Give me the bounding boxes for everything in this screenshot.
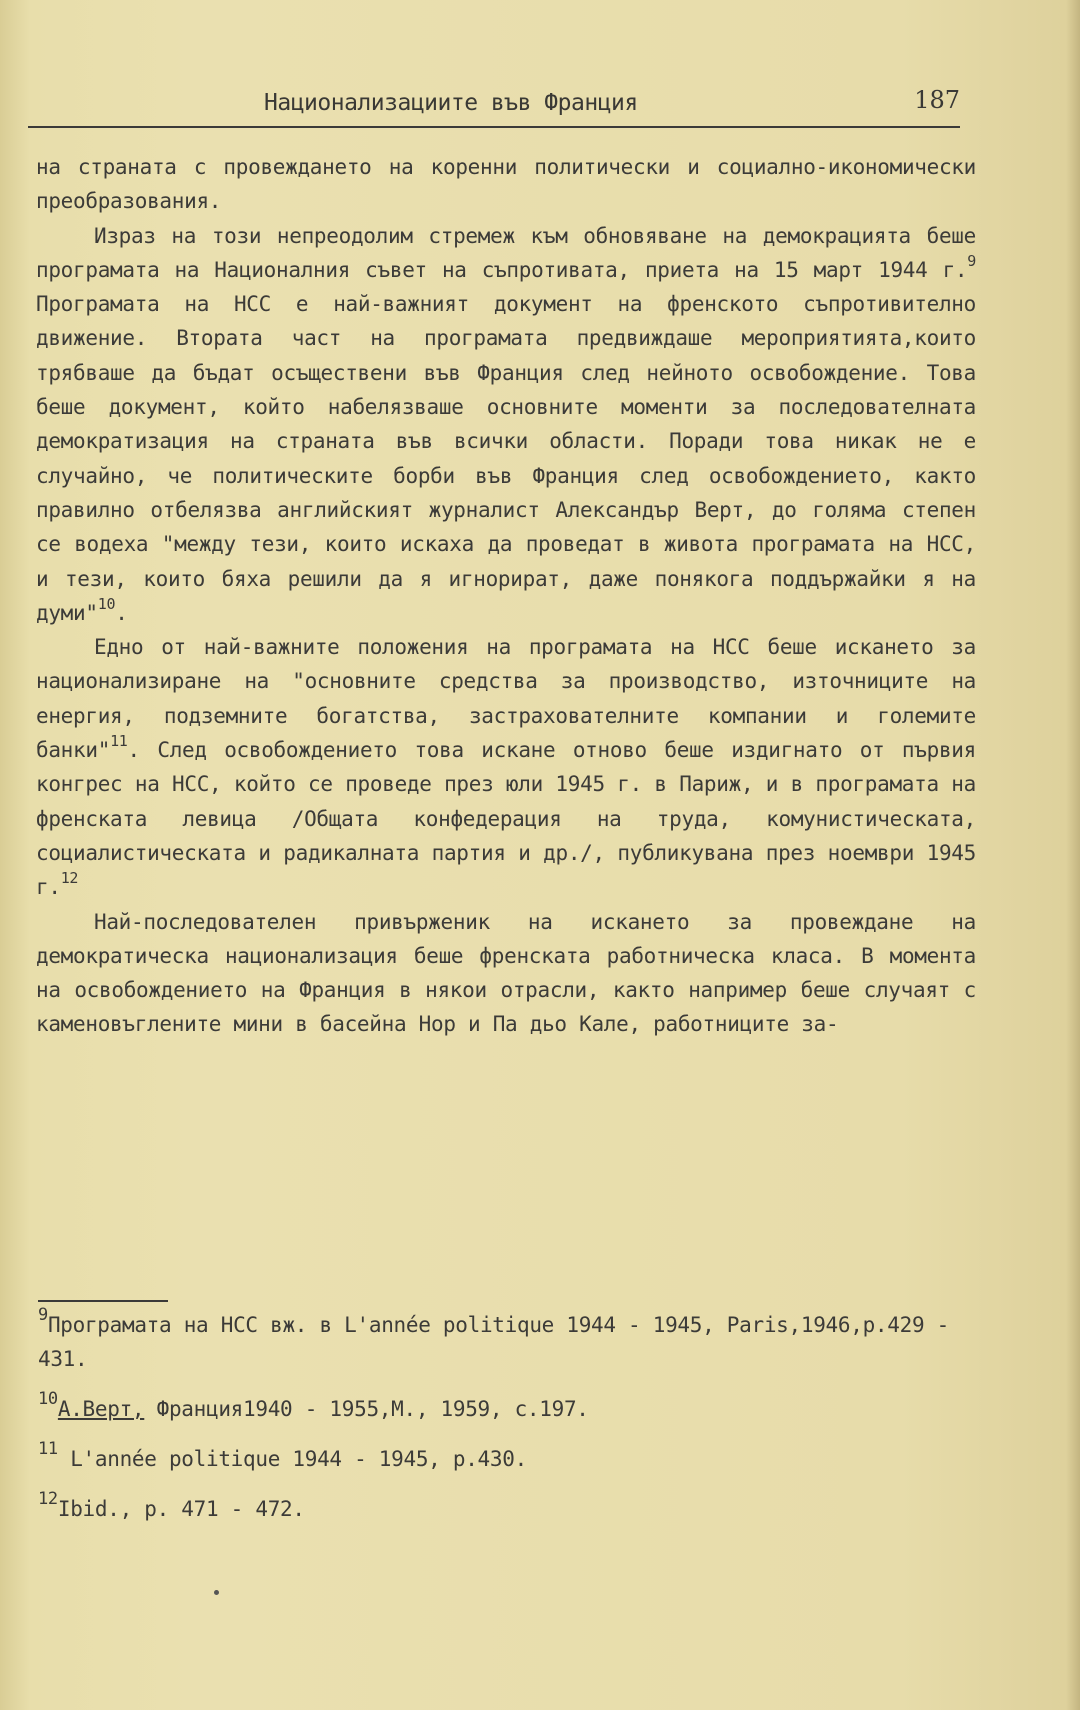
footnote-text: L'année politique 1944 - 1945, p.430. xyxy=(57,1447,527,1471)
paragraph-2 xyxy=(36,219,976,631)
footnote-author: А.Верт, xyxy=(57,1397,145,1421)
paragraph-1-text: на страната с провеждането на коренни политически и социално-икономически преобразования. xyxy=(36,155,976,214)
paragraph-3-text-b: . След освобождението това искане отново беше издигнато от първия конгрес на НСС, който се проведе през юли 1945 г. в Париж, и в програмата на френската левица /Общата конфедерация на труда, комунистическата, социалистическата и радикалната партия и др./, публикувана през ноември 1945 г. xyxy=(36,738,976,900)
footnote-ref-10[interactable]: 10 xyxy=(97,594,116,613)
footnote-12 xyxy=(38,1489,968,1526)
page-edge-shadow xyxy=(1066,0,1080,1710)
paragraph-3-text-a: Едно от най-важните положения на програмата на НСС беше искането за национализиране на "основните средства за производство, източниците на енергия, подземните богатства, застрахователните компании и големите банки" xyxy=(36,635,976,763)
footnote-ref-9[interactable]: 9 xyxy=(967,251,976,270)
paragraph-1 xyxy=(36,150,976,219)
footnote-text: Франция1940 - 1955,М., 1959, с.197. xyxy=(144,1397,589,1421)
running-title: Национализациите във Франция xyxy=(264,90,638,116)
footnote-number: 11 xyxy=(38,1439,58,1459)
footnote-text: Ibid., p. 471 - 472. xyxy=(57,1497,305,1521)
page-header xyxy=(28,86,960,128)
page-number: 187 xyxy=(914,86,960,114)
paragraph-3 xyxy=(36,630,976,904)
footnote-number: 9 xyxy=(38,1305,48,1325)
footnote-number: 12 xyxy=(38,1489,58,1509)
paragraph-4-text: Най-последователен привърженик на искането за провеждане на демократическа национализация беше френската работническа класа. В момента на освобождението на Франция в някои отрасли, както например беше случаят с каменовъглените мини в басейна Нор и Па дьо Кале, работниците за- xyxy=(36,909,976,1037)
footnote-10 xyxy=(38,1389,968,1426)
footnote-9 xyxy=(38,1305,968,1376)
footnote-ref-11[interactable]: 11 xyxy=(110,732,128,751)
footnotes xyxy=(38,1305,968,1542)
ink-speck xyxy=(214,1590,219,1595)
footnote-separator xyxy=(38,1300,168,1302)
footnote-ref-12[interactable]: 12 xyxy=(60,869,79,888)
paragraph-2-text-c: . xyxy=(115,600,128,625)
paragraph-2-text-a: Израз на този непреодолим стремеж към обновяване на демокрацията беше програмата на Националния съвет на съпротивата, приета на 15 март 1944 г. xyxy=(36,223,976,282)
body-text xyxy=(36,150,976,1042)
paragraph-2-text-b: Програмата на НСС е най-важният документ на френското съпротивително движение. Втората част на програмата предвиждаше мероприятията,които трябваше да бъдат осъществени във Франция след нейното освобождение. Това беше документ, който набелязваше основните моменти за последователната демократизация на страната във всички области. Поради това никак не е случайно, че политическите борби във Франция след освобождението, както правилно отбелязва английският журналист Александър Верт, до голяма степен се водеха "между тези, които искаха да проведат в живота програмата на НСС, и тези, които бяха решили да я игнорират, даже понякога поддържайки я на думи" xyxy=(36,292,976,625)
footnote-text: Програмата на НСС вж. в L'année politique 1944 - 1945, Paris,1946,p.429 - 431. xyxy=(38,1313,949,1371)
paragraph-4 xyxy=(36,905,976,1042)
footnote-number: 10 xyxy=(38,1389,58,1409)
footnote-11 xyxy=(38,1439,968,1476)
